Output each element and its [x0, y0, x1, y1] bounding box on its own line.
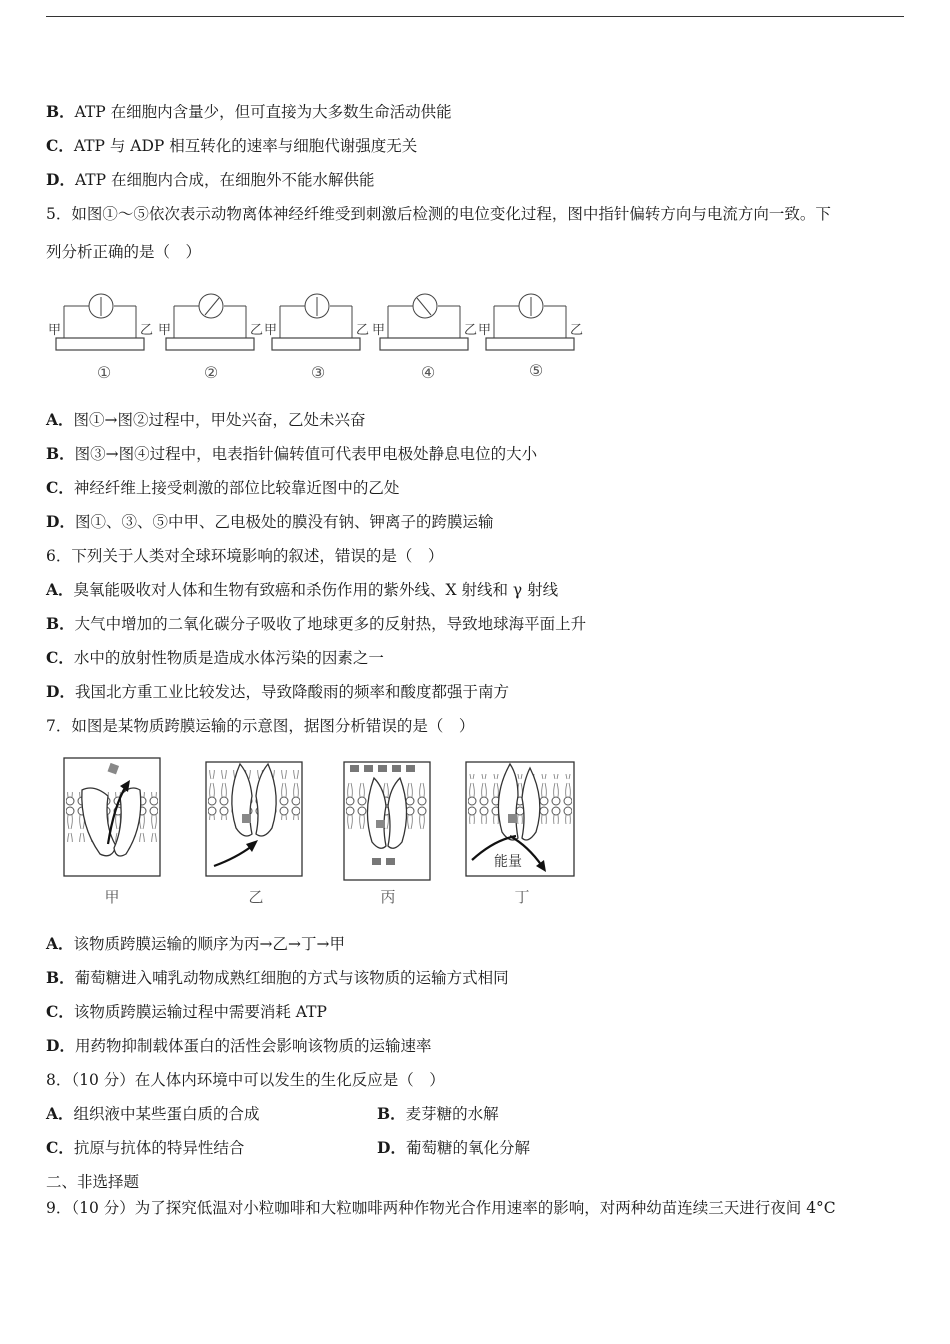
q6-option-c: C．水中的放射性物质是造成水体污染的因素之一	[46, 648, 384, 667]
q7-label-jia: 甲	[104, 888, 120, 906]
q5-option-c: C．神经纤维上接受刺激的部位比较靠近图中的乙处	[46, 478, 400, 497]
q6-option-d: D．我国北方重工业比较发达，导致降酸雨的频率和酸度都强于南方	[46, 682, 509, 701]
q5-panel-4	[372, 294, 477, 350]
q9-stem: 9．（10 分）为了探究低温对小粒咖啡和大粒咖啡两种作物光合作用速率的影响，对两种幼苗连续三天进行夜间 4°C	[46, 1199, 836, 1217]
svg-text:甲: 甲	[478, 323, 492, 338]
section-heading: 二、非选择题	[46, 1173, 140, 1191]
q7-panel-bing	[344, 762, 430, 880]
q5-option-d: D．图①、③、⑤中甲、乙电极处的膜没有钠、钾离子的跨膜运输	[46, 512, 494, 531]
prev-option-d: D．ATP 在细胞内合成，在细胞外不能水解供能	[46, 170, 375, 189]
q5-electrode-right: 乙	[140, 323, 154, 338]
q7-stem: 7．如图是某物质跨膜运输的示意图，据图分析错误的是（ ）	[46, 717, 475, 735]
svg-text:乙: 乙	[464, 323, 478, 338]
q8-option-a: A．组织液中某些蛋白质的合成	[46, 1104, 260, 1123]
svg-text:甲: 甲	[158, 323, 172, 338]
q5-label-5: ⑤	[528, 361, 544, 380]
q7-label-ding: 丁	[514, 888, 530, 906]
q5-option-a: A．图①→图②过程中，甲处兴奋，乙处未兴奋	[46, 410, 366, 429]
q7-energy-label: 能量	[494, 854, 522, 870]
q5-label-3: ③	[310, 363, 326, 382]
q5-label-2: ②	[203, 363, 219, 382]
q7-option-d: D．用药物抑制载体蛋白的活性会影响该物质的运输速率	[46, 1036, 432, 1055]
svg-text:甲: 甲	[264, 323, 278, 338]
q7-label-bing: 丙	[380, 888, 396, 906]
q7-label-yi: 乙	[248, 888, 264, 906]
svg-text:乙: 乙	[570, 323, 584, 338]
q5-stem-line2: 列分析正确的是（ ）	[46, 243, 202, 261]
q5-figure	[46, 288, 586, 388]
q5-panel-1	[48, 294, 153, 350]
q5-option-b: B．图③→图④过程中，电表指针偏转值可代表甲电极处静息电位的大小	[46, 444, 538, 463]
q6-option-b: B．大气中增加的二氧化碳分子吸收了地球更多的反射热，导致地球海平面上升	[46, 614, 587, 633]
q7-panel-ding	[466, 762, 574, 876]
q5-panel-3	[264, 294, 369, 350]
q5-stem-line1: 5．如图①～⑤依次表示动物离体神经纤维受到刺激后检测的电位变化过程，图中指针偏转方向与电流方向一致。下	[46, 205, 831, 223]
q7-panel-jia	[64, 758, 160, 876]
q8-option-c: C．抗原与抗体的特异性结合	[46, 1138, 245, 1157]
q6-option-a: A．臭氧能吸收对人体和生物有致癌和杀伤作用的紫外线、X 射线和 γ 射线	[46, 580, 559, 599]
svg-text:甲: 甲	[372, 323, 386, 338]
prev-option-b: B．ATP 在细胞内含量少，但可直接为大多数生命活动供能	[46, 102, 452, 121]
q6-stem: 6．下列关于人类对全球环境影响的叙述，错误的是（ ）	[46, 547, 444, 565]
q7-option-a: A．该物质跨膜运输的顺序为丙→乙→丁→甲	[46, 934, 345, 953]
q7-panel-yi	[206, 762, 302, 876]
prev-option-c: C．ATP 与 ADP 相互转化的速率与细胞代谢强度无关	[46, 136, 418, 155]
q5-panel-2	[158, 294, 263, 350]
svg-text:乙: 乙	[250, 323, 264, 338]
q7-option-c: C．该物质跨膜运输过程中需要消耗 ATP	[46, 1002, 327, 1021]
q8-option-d: D．葡萄糖的氧化分解	[377, 1138, 530, 1157]
header-rule	[46, 16, 904, 17]
svg-text:乙: 乙	[356, 323, 370, 338]
q7-figure	[60, 756, 590, 916]
q7-option-b: B．葡萄糖进入哺乳动物成熟红细胞的方式与该物质的运输方式相同	[46, 968, 509, 987]
q5-label-4: ④	[420, 363, 436, 382]
q5-label-1: ①	[96, 363, 112, 382]
q5-electrode-left: 甲	[48, 323, 62, 338]
q5-panel-5	[478, 294, 583, 350]
q8-option-b: B．麦芽糖的水解	[377, 1104, 499, 1123]
q8-stem: 8．（10 分）在人体内环境中可以发生的生化反应是（ ）	[46, 1071, 445, 1089]
